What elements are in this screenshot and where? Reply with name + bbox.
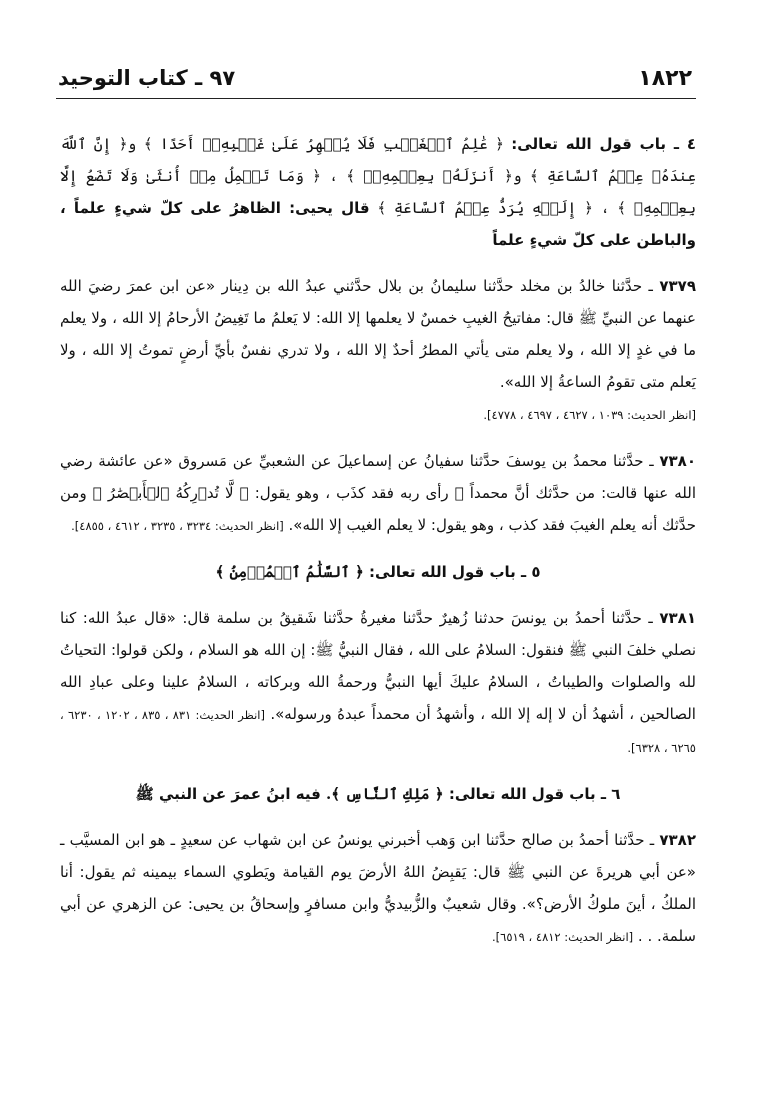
section-title: ٦ ـ باب قول الله تعالى:	[448, 785, 621, 803]
hadith-7380	[60, 445, 696, 542]
reference-text: [انظر الحديث: ٤٨١٢ ، ٦٥١٩].	[492, 930, 634, 944]
hadith-number: ٧٣٨٠	[659, 452, 696, 470]
hadith-text: ـ حدَّثنا أحمدُ بن صالح حدَّثنا ابن وَهب أخبرني يونسُ عن ابن شهاب عن سعيدٍ ـ هو ابن المسيَّب ـ «عن أبي هريرةَ عن النبي ﷺ قال: يَقبِضُ اللهُ الأرضَ يوم القيامة ويَطوي السماء بيمينه ثم يقول: أنا الملكُ ، أينَ ملوكُ الأرض؟». وقال شعيبٌ والزُّبيديُّ وابن مسافرٍ وإسحاقُ بن يحيى: عن الزهري عن أبي سلمة. . .	[60, 831, 696, 945]
section-heading-6	[60, 778, 696, 810]
hadith-number: ٧٣٨٢	[659, 831, 696, 849]
quran-verses: ﴿ عَٰلِمُ ٱلۡغَيۡبِ فَلَا يُظۡهِرُ عَلَىٰ غَيۡبِهِۦٓ أَحَدًا ﴾ و﴿ إِنَّ ٱللَّهَ عِندَهُۥ عِلۡمُ ٱلسَّاعَةِ ﴾ و﴿ أَنزَلَهُۥ بِعِلۡمِهِۦۖ ﴾ ، ﴿ وَمَا تَحۡمِلُ مِنۡ أُنثَىٰ وَلَا تَضَعُ إِلَّا بِعِلۡمِهِۦ ﴾ ، ﴿ إِلَيۡهِ يُرَدُّ عِلۡمُ ٱلسَّاعَةِ ﴾	[60, 135, 696, 217]
hadith-text: ـ حدَّثنا خالدُ بن مخلد حدَّثنا سليمانُ بن بلال حدَّثني عبدُ الله بن دِينار «عن ابن عمرَ رضيَ الله عنهما عن النبيِّ ﷺ قال: مفاتيحُ الغيبِ خمسٌ لا يعلمها إلا الله: لا يَعلمُ ما تَغِيضُ الأرحامُ إلا الله ، ولا يعلم ما في غدٍ إلا الله ، ولا يعلم متى يأتي المطرُ أحدٌ إلا الله ، ولا تدري نفسٌ بأيِّ أرضٍ تموتُ إلا الله ، ولا يَعلم متى تقومُ الساعةُ إلا الله».	[60, 277, 696, 391]
hadith-text: ـ حدَّثنا أحمدُ بن يونسَ حدثنا زُهيرٌ حدَّثنا مغيرةُ حدَّثنا شَقيقُ بن سلمة قال: «قال عبدُ الله: كنا نصلي خلفَ النبي ﷺ فنقول: السلامُ على الله ، فقال النبيُّ ﷺ: إن الله هو السلام ، ولكن قولوا: التحياتُ لله والصلوات والطيباتُ ، السلامُ عليكَ أيها النبيُّ ورحمةُ الله وبركاته ، السلامُ علينا وعلى عبادِ الله الصالحين ، أشهدُ أن لا إله إلا الله ، وأشهدُ أن محمداً عبدهُ ورسوله».	[60, 609, 696, 723]
section-title: ٥ ـ باب قول الله تعالى:	[369, 563, 541, 581]
chapter-title: ٩٧ ـ كتاب التوحيد	[58, 66, 236, 90]
hadith-7382	[60, 824, 696, 953]
reference-text: [انظر الحديث: ٨٣١ ، ٨٣٥ ، ١٢٠٢ ، ٦٢٣٠ ، ٦٢٦٥ ، ٦٣٢٨].	[60, 708, 696, 755]
section-note: فيه ابنُ عمرَ عن النبي ﷺ	[135, 785, 321, 803]
page-number: ١٨٢٢	[638, 65, 692, 91]
header-rule	[56, 98, 696, 99]
quran-verses: ﴿ ٱلسَّلَٰمُ ٱلۡمُؤۡمِنُ ﴾	[215, 563, 364, 581]
page-body	[60, 128, 696, 953]
reference-text: [انظر الحديث: ١٠٣٩ ، ٤٦٢٧ ، ٤٦٩٧ ، ٤٧٧٨].	[483, 408, 696, 422]
page-header	[58, 62, 692, 94]
section-note: قال يحيى: الظاهرُ على كلّ شيءٍ علماً ، والباطن على كلّ شيءٍ علماً	[60, 199, 696, 249]
hadith-number: ٧٣٧٩	[659, 277, 696, 295]
quran-verses: ﴿ مَلِكِ ٱلنَّاسِ ﴾.	[326, 785, 444, 803]
section-title: ٤ ـ باب قول الله تعالى:	[511, 135, 696, 153]
hadith-reference	[60, 398, 696, 431]
hadith-7381	[60, 602, 696, 764]
section-heading-5	[60, 556, 696, 588]
hadith-7379	[60, 270, 696, 398]
hadith-number: ٧٣٨١	[659, 609, 696, 627]
hadith-text: ـ حدَّثنا محمدُ بن يوسفَ حدَّثنا سفيانُ عن إسماعيلَ عن الشعبيِّ عن مَسروق «عن عائشة رضي الله عنها قالت: من حدَّثك أنَّ محمداً ﷺ رأى ربه فقد كذَب ، وهو يقول: ﴿ لَّا تُدۡرِكُهُ ٱلۡأَبۡصَٰرُ ﴾ ومن حدَّثك أنه يعلم الغيبَ فقد كذب ، وهو يقول: لا يعلم الغيب إلا الله».	[60, 452, 696, 534]
section-heading-4	[60, 128, 696, 256]
reference-text: [انظر الحديث: ٣٢٣٤ ، ٣٢٣٥ ، ٤٦١٢ ، ٤٨٥٥].	[71, 519, 284, 533]
